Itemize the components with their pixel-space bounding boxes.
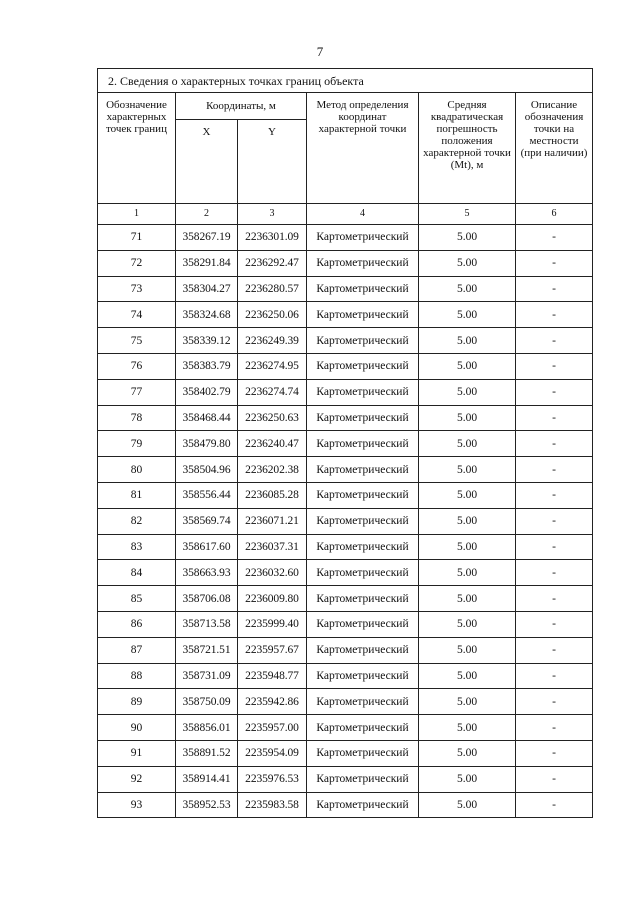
method-cell: Картометрический xyxy=(307,225,419,251)
y-coordinate-cell: 2236085.28 xyxy=(238,482,307,508)
description-cell: - xyxy=(516,792,593,818)
y-coordinate-cell: 2235954.09 xyxy=(238,740,307,766)
error-cell: 5.00 xyxy=(419,482,516,508)
method-cell: Картометрический xyxy=(307,276,419,302)
method-cell: Картометрический xyxy=(307,457,419,483)
x-coordinate-cell: 358402.79 xyxy=(176,379,238,405)
description-cell: - xyxy=(516,715,593,741)
description-cell: - xyxy=(516,353,593,379)
y-coordinate-cell: 2235948.77 xyxy=(238,663,307,689)
error-cell: 5.00 xyxy=(419,250,516,276)
header-error: Средняя квадратическая погрешность положения характерной точки (Mt), м xyxy=(419,93,516,204)
error-cell: 5.00 xyxy=(419,637,516,663)
point-number-cell: 83 xyxy=(98,534,176,560)
y-coordinate-cell: 2236249.39 xyxy=(238,328,307,354)
y-coordinate-cell: 2236274.74 xyxy=(238,379,307,405)
description-cell: - xyxy=(516,534,593,560)
header-method: Метод определения координат характерной точки xyxy=(307,93,419,204)
y-coordinate-cell: 2235976.53 xyxy=(238,766,307,792)
x-coordinate-cell: 358856.01 xyxy=(176,715,238,741)
description-cell: - xyxy=(516,431,593,457)
y-coordinate-cell: 2235942.86 xyxy=(238,689,307,715)
error-cell: 5.00 xyxy=(419,225,516,251)
point-number-cell: 88 xyxy=(98,663,176,689)
method-cell: Картометрический xyxy=(307,611,419,637)
description-cell: - xyxy=(516,457,593,483)
x-coordinate-cell: 358304.27 xyxy=(176,276,238,302)
x-coordinate-cell: 358750.09 xyxy=(176,689,238,715)
error-cell: 5.00 xyxy=(419,508,516,534)
table-caption: 2. Сведения о характерных точках границ объекта xyxy=(98,69,593,93)
point-number-cell: 71 xyxy=(98,225,176,251)
header-x: X xyxy=(176,120,238,204)
y-coordinate-cell: 2235957.67 xyxy=(238,637,307,663)
x-coordinate-cell: 358468.44 xyxy=(176,405,238,431)
table-row xyxy=(98,611,593,637)
x-coordinate-cell: 358731.09 xyxy=(176,663,238,689)
point-number-cell: 92 xyxy=(98,766,176,792)
boundary-points-table xyxy=(97,68,593,818)
point-number-cell: 74 xyxy=(98,302,176,328)
method-cell: Картометрический xyxy=(307,663,419,689)
method-cell: Картометрический xyxy=(307,250,419,276)
error-cell: 5.00 xyxy=(419,740,516,766)
x-coordinate-cell: 358706.08 xyxy=(176,586,238,612)
y-coordinate-cell: 2236009.80 xyxy=(238,586,307,612)
caption-row xyxy=(98,69,593,93)
point-number-cell: 80 xyxy=(98,457,176,483)
table-row xyxy=(98,379,593,405)
point-number-cell: 84 xyxy=(98,560,176,586)
method-cell: Картометрический xyxy=(307,405,419,431)
method-cell: Картометрический xyxy=(307,508,419,534)
error-cell: 5.00 xyxy=(419,328,516,354)
x-coordinate-cell: 358914.41 xyxy=(176,766,238,792)
x-coordinate-cell: 358952.53 xyxy=(176,792,238,818)
table-body xyxy=(98,225,593,818)
y-coordinate-cell: 2235983.58 xyxy=(238,792,307,818)
method-cell: Картометрический xyxy=(307,586,419,612)
method-cell: Картометрический xyxy=(307,482,419,508)
description-cell: - xyxy=(516,586,593,612)
table-row xyxy=(98,715,593,741)
table-row xyxy=(98,457,593,483)
point-number-cell: 73 xyxy=(98,276,176,302)
table-row xyxy=(98,766,593,792)
description-cell: - xyxy=(516,766,593,792)
y-coordinate-cell: 2236240.47 xyxy=(238,431,307,457)
y-coordinate-cell: 2236280.57 xyxy=(238,276,307,302)
method-cell: Картометрический xyxy=(307,637,419,663)
method-cell: Картометрический xyxy=(307,560,419,586)
point-number-cell: 75 xyxy=(98,328,176,354)
description-cell: - xyxy=(516,328,593,354)
column-number: 1 xyxy=(98,204,176,225)
point-number-cell: 76 xyxy=(98,353,176,379)
error-cell: 5.00 xyxy=(419,405,516,431)
error-cell: 5.00 xyxy=(419,302,516,328)
description-cell: - xyxy=(516,250,593,276)
column-number-row xyxy=(98,204,593,225)
description-cell: - xyxy=(516,611,593,637)
x-coordinate-cell: 358291.84 xyxy=(176,250,238,276)
point-number-cell: 79 xyxy=(98,431,176,457)
description-cell: - xyxy=(516,379,593,405)
description-cell: - xyxy=(516,637,593,663)
table-row xyxy=(98,689,593,715)
table-row xyxy=(98,663,593,689)
error-cell: 5.00 xyxy=(419,792,516,818)
y-coordinate-cell: 2236202.38 xyxy=(238,457,307,483)
method-cell: Картометрический xyxy=(307,740,419,766)
description-cell: - xyxy=(516,405,593,431)
x-coordinate-cell: 358324.68 xyxy=(176,302,238,328)
x-coordinate-cell: 358504.96 xyxy=(176,457,238,483)
point-number-cell: 86 xyxy=(98,611,176,637)
point-number-cell: 77 xyxy=(98,379,176,405)
point-number-cell: 72 xyxy=(98,250,176,276)
table-row xyxy=(98,328,593,354)
table-row xyxy=(98,534,593,560)
y-coordinate-cell: 2235957.00 xyxy=(238,715,307,741)
table-row xyxy=(98,431,593,457)
point-number-cell: 85 xyxy=(98,586,176,612)
x-coordinate-cell: 358383.79 xyxy=(176,353,238,379)
error-cell: 5.00 xyxy=(419,276,516,302)
x-coordinate-cell: 358617.60 xyxy=(176,534,238,560)
table-header xyxy=(98,69,593,225)
method-cell: Картометрический xyxy=(307,689,419,715)
method-cell: Картометрический xyxy=(307,379,419,405)
y-coordinate-cell: 2236032.60 xyxy=(238,560,307,586)
description-cell: - xyxy=(516,302,593,328)
y-coordinate-cell: 2235999.40 xyxy=(238,611,307,637)
description-cell: - xyxy=(516,482,593,508)
y-coordinate-cell: 2236071.21 xyxy=(238,508,307,534)
method-cell: Картометрический xyxy=(307,534,419,560)
method-cell: Картометрический xyxy=(307,353,419,379)
x-coordinate-cell: 358479.80 xyxy=(176,431,238,457)
x-coordinate-cell: 358713.58 xyxy=(176,611,238,637)
description-cell: - xyxy=(516,663,593,689)
error-cell: 5.00 xyxy=(419,353,516,379)
x-coordinate-cell: 358569.74 xyxy=(176,508,238,534)
error-cell: 5.00 xyxy=(419,689,516,715)
y-coordinate-cell: 2236037.31 xyxy=(238,534,307,560)
table-row xyxy=(98,482,593,508)
error-cell: 5.00 xyxy=(419,379,516,405)
error-cell: 5.00 xyxy=(419,560,516,586)
point-number-cell: 91 xyxy=(98,740,176,766)
table-row xyxy=(98,792,593,818)
y-coordinate-cell: 2236274.95 xyxy=(238,353,307,379)
method-cell: Картометрический xyxy=(307,431,419,457)
point-number-cell: 89 xyxy=(98,689,176,715)
table-row xyxy=(98,740,593,766)
x-coordinate-cell: 358721.51 xyxy=(176,637,238,663)
description-cell: - xyxy=(516,276,593,302)
table-row xyxy=(98,225,593,251)
error-cell: 5.00 xyxy=(419,586,516,612)
point-number-cell: 82 xyxy=(98,508,176,534)
header-row-top xyxy=(98,93,593,120)
table-row xyxy=(98,276,593,302)
description-cell: - xyxy=(516,225,593,251)
y-coordinate-cell: 2236292.47 xyxy=(238,250,307,276)
description-cell: - xyxy=(516,740,593,766)
point-number-cell: 90 xyxy=(98,715,176,741)
description-cell: - xyxy=(516,689,593,715)
description-cell: - xyxy=(516,560,593,586)
header-designation: Обозначение характерных точек границ xyxy=(98,93,176,204)
error-cell: 5.00 xyxy=(419,663,516,689)
method-cell: Картометрический xyxy=(307,328,419,354)
table-row xyxy=(98,508,593,534)
error-cell: 5.00 xyxy=(419,715,516,741)
y-coordinate-cell: 2236250.06 xyxy=(238,302,307,328)
y-coordinate-cell: 2236250.63 xyxy=(238,405,307,431)
header-description: Описание обозначения точки на местности (при наличии) xyxy=(516,93,593,204)
x-coordinate-cell: 358556.44 xyxy=(176,482,238,508)
point-number-cell: 93 xyxy=(98,792,176,818)
error-cell: 5.00 xyxy=(419,611,516,637)
table-row xyxy=(98,586,593,612)
method-cell: Картометрический xyxy=(307,715,419,741)
column-number: 2 xyxy=(176,204,238,225)
x-coordinate-cell: 358267.19 xyxy=(176,225,238,251)
header-coordinates: Координаты, м xyxy=(176,93,307,120)
table-row xyxy=(98,250,593,276)
table-row xyxy=(98,637,593,663)
y-coordinate-cell: 2236301.09 xyxy=(238,225,307,251)
error-cell: 5.00 xyxy=(419,457,516,483)
table-row xyxy=(98,560,593,586)
point-number-cell: 87 xyxy=(98,637,176,663)
x-coordinate-cell: 358663.93 xyxy=(176,560,238,586)
x-coordinate-cell: 358891.52 xyxy=(176,740,238,766)
column-number: 6 xyxy=(516,204,593,225)
page-number: 7 xyxy=(316,44,324,59)
header-y: Y xyxy=(238,120,307,204)
column-number: 3 xyxy=(238,204,307,225)
table-row xyxy=(98,302,593,328)
method-cell: Картометрический xyxy=(307,792,419,818)
point-number-cell: 81 xyxy=(98,482,176,508)
column-number: 4 xyxy=(307,204,419,225)
error-cell: 5.00 xyxy=(419,534,516,560)
method-cell: Картометрический xyxy=(307,766,419,792)
table-row xyxy=(98,405,593,431)
table-row xyxy=(98,353,593,379)
error-cell: 5.00 xyxy=(419,431,516,457)
x-coordinate-cell: 358339.12 xyxy=(176,328,238,354)
column-number: 5 xyxy=(419,204,516,225)
description-cell: - xyxy=(516,508,593,534)
point-number-cell: 78 xyxy=(98,405,176,431)
error-cell: 5.00 xyxy=(419,766,516,792)
method-cell: Картометрический xyxy=(307,302,419,328)
